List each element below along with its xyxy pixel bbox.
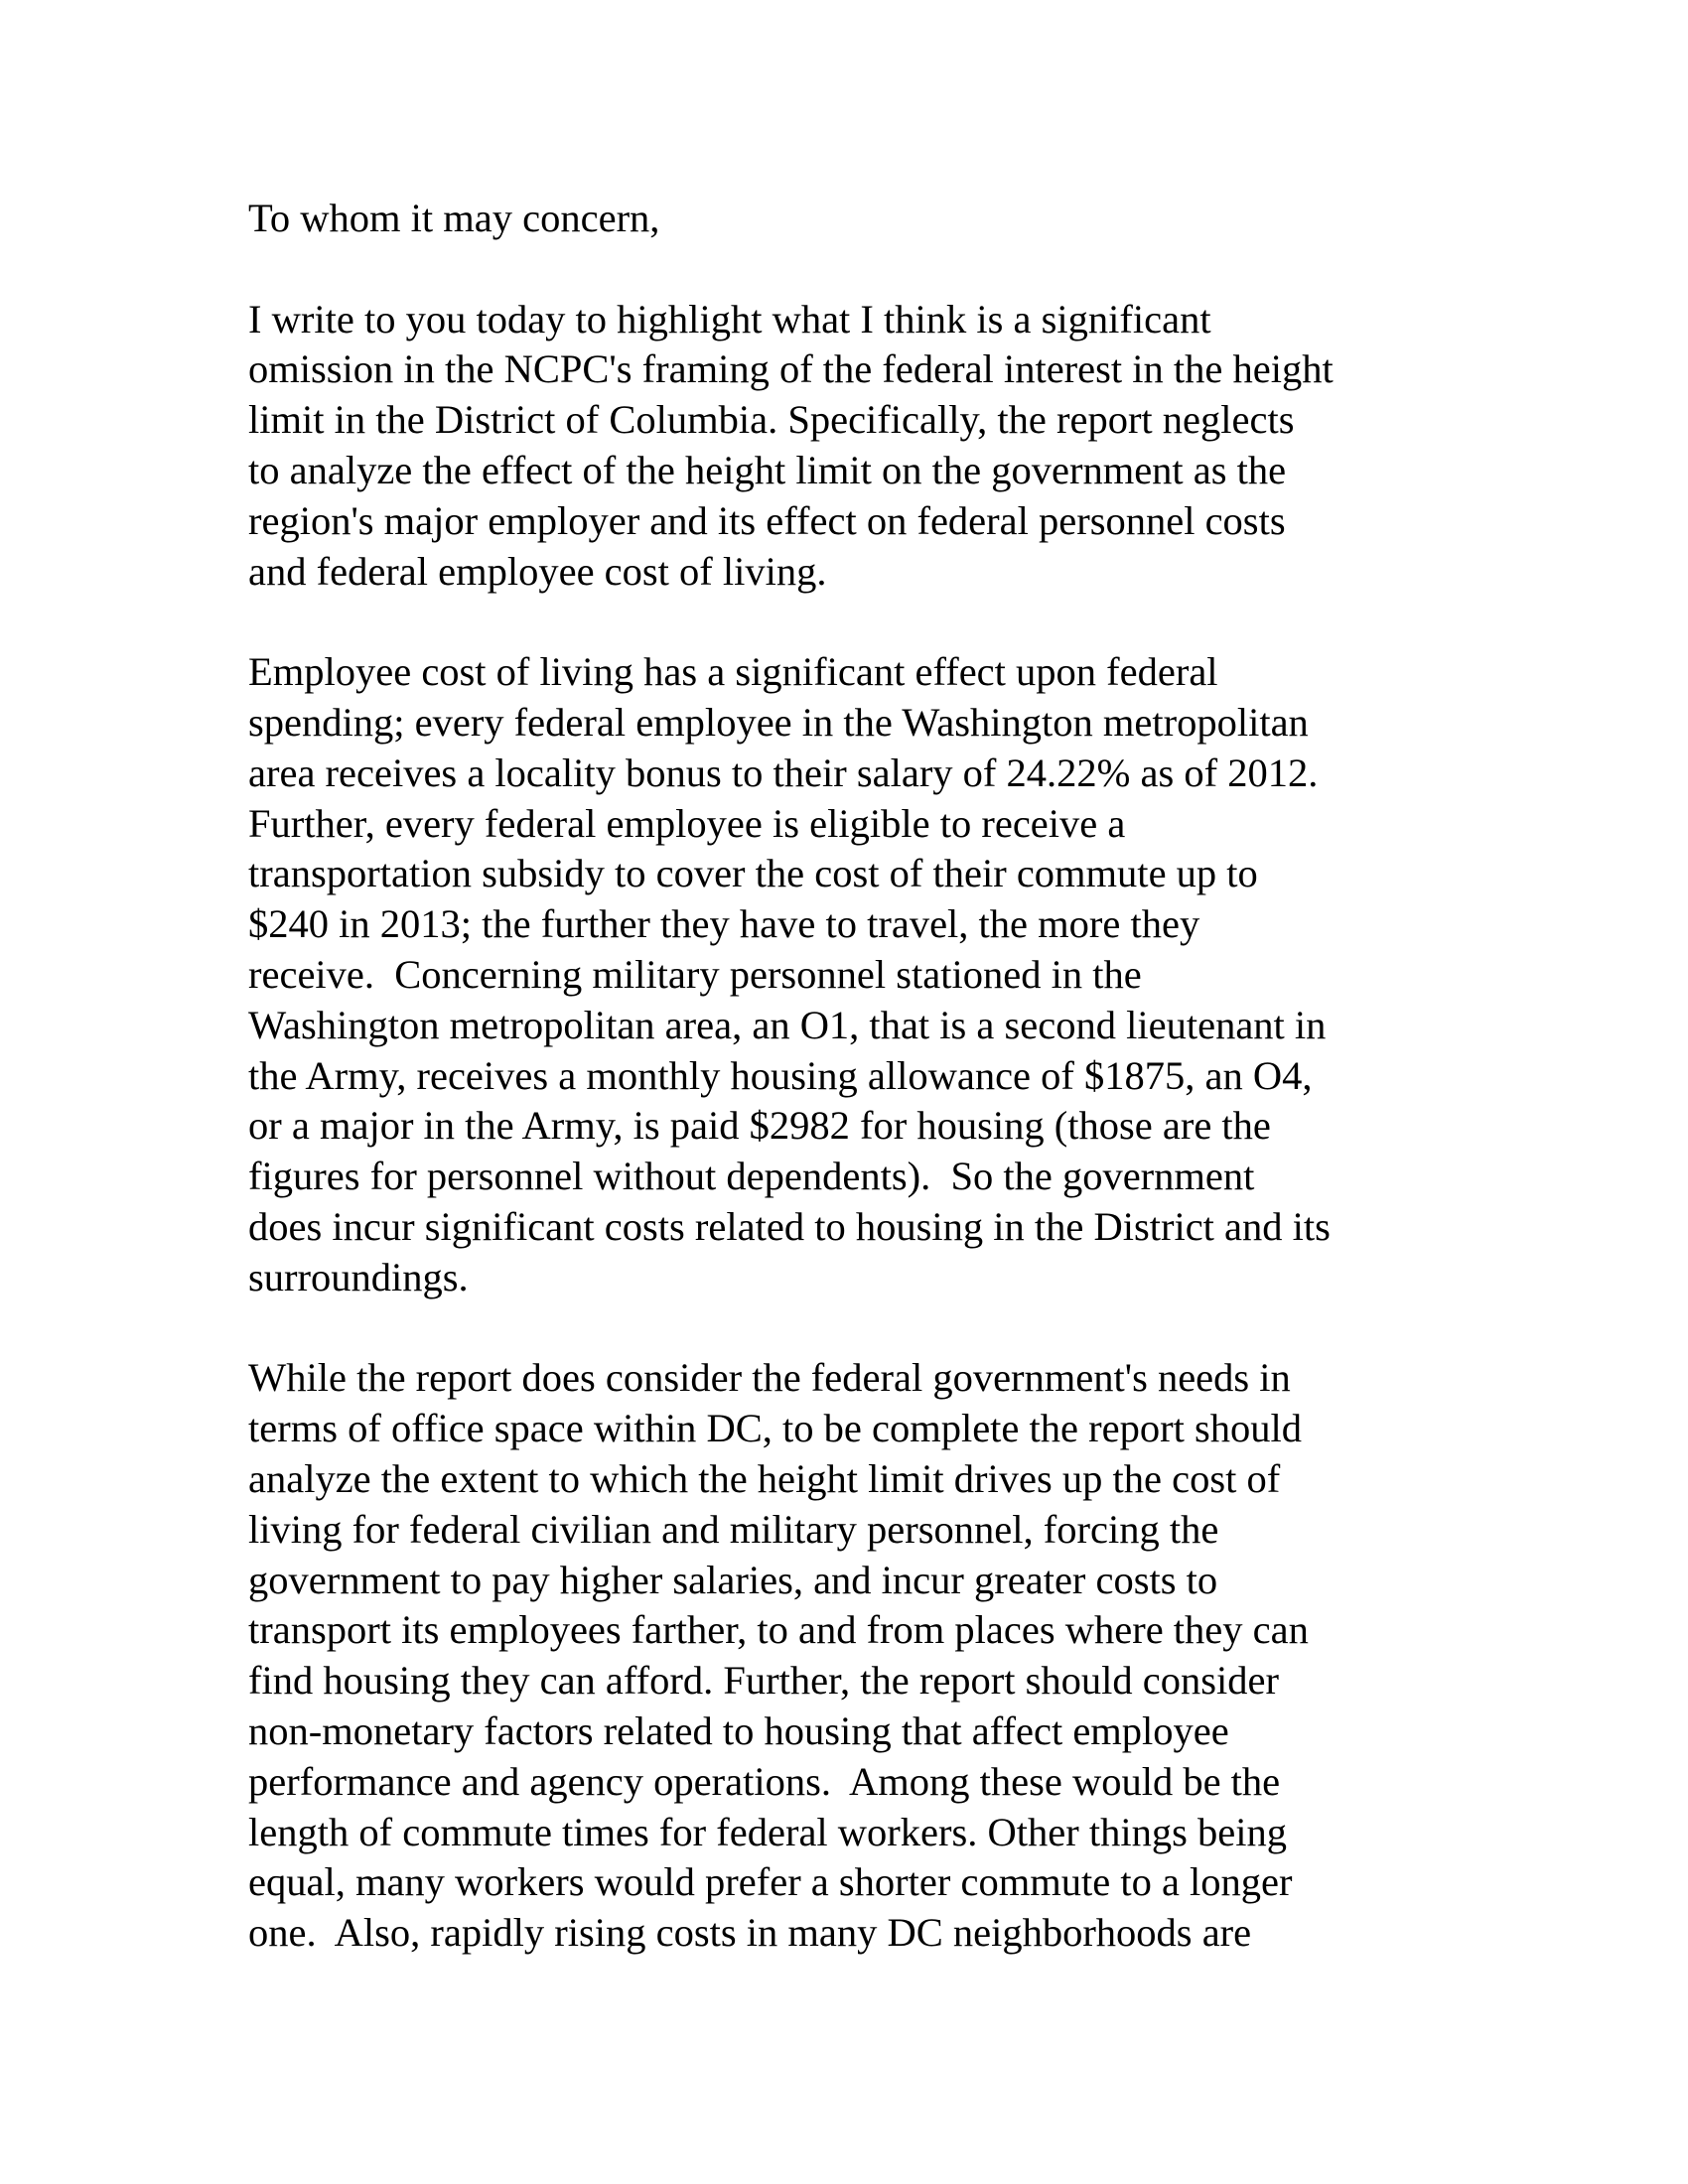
text-line: equal, many workers would prefer a shorter commute to a longer xyxy=(248,1859,1293,1905)
text-line: figures for personnel without dependents). So the government xyxy=(248,1154,1255,1199)
text-line: find housing they can afford. Further, the report should consider xyxy=(248,1658,1280,1704)
text-line: spending; every federal employee in the Washington metropolitan xyxy=(248,699,1309,745)
text-line: the Army, receives a monthly housing allowance of $1875, an O4, xyxy=(248,1052,1313,1098)
text-line: omission in the NCPC's framing of the federal interest in the height xyxy=(248,346,1334,392)
salutation: To whom it may concern, xyxy=(248,196,660,240)
text-line: one. Also, rapidly rising costs in many DC neighborhoods are xyxy=(248,1910,1252,1956)
text-line: Washington metropolitan area, an O1, that is a second lieutenant in xyxy=(248,1002,1327,1047)
text-line: receive. Concerning military personnel stationed in the xyxy=(248,951,1142,997)
paragraph-2 xyxy=(248,647,1489,1302)
text-line: I write to you today to highlight what I think is a significant xyxy=(248,296,1211,341)
text-line: terms of office space within DC, to be complete the report should xyxy=(248,1406,1302,1451)
text-line: to analyze the effect of the height limit on the government as the xyxy=(248,447,1287,492)
text-line: area receives a locality bonus to their salary of 24.22% as of 2012. xyxy=(248,750,1319,795)
letter-page xyxy=(248,194,1489,1959)
text-line: transport its employees farther, to and from places where they can xyxy=(248,1607,1309,1653)
text-line: and federal employee cost of living. xyxy=(248,548,827,594)
text-line: Employee cost of living has a significant effect upon federal xyxy=(248,649,1218,695)
text-line: limit in the District of Columbia. Specifically, the report neglects xyxy=(248,397,1295,443)
paragraph-3 xyxy=(248,1353,1489,1959)
text-line: $240 in 2013; the further they have to travel, the more they xyxy=(248,901,1200,947)
text-line: government to pay higher salaries, and incur greater costs to xyxy=(248,1557,1218,1602)
text-line: analyze the extent to which the height limit drives up the cost of xyxy=(248,1455,1281,1501)
text-line: or a major in the Army, is paid $2982 for housing (those are the xyxy=(248,1103,1271,1149)
text-line: non-monetary factors related to housing that affect employee xyxy=(248,1707,1229,1753)
text-line: transportation subsidy to cover the cost of their commute up to xyxy=(248,851,1258,896)
text-line: performance and agency operations. Among these would be the xyxy=(248,1758,1281,1804)
text-line: length of commute times for federal workers. Other things being xyxy=(248,1809,1287,1854)
text-line: living for federal civilian and military personnel, forcing the xyxy=(248,1506,1219,1552)
text-line: Further, every federal employee is eligible to receive a xyxy=(248,800,1126,846)
text-line: surroundings. xyxy=(248,1254,469,1299)
text-line: region's major employer and its effect on federal personnel costs xyxy=(248,497,1286,543)
text-line: While the report does consider the federal government's needs in xyxy=(248,1355,1291,1401)
text-line: does incur significant costs related to housing in the District and its xyxy=(248,1203,1331,1249)
paragraph-1 xyxy=(248,295,1489,598)
